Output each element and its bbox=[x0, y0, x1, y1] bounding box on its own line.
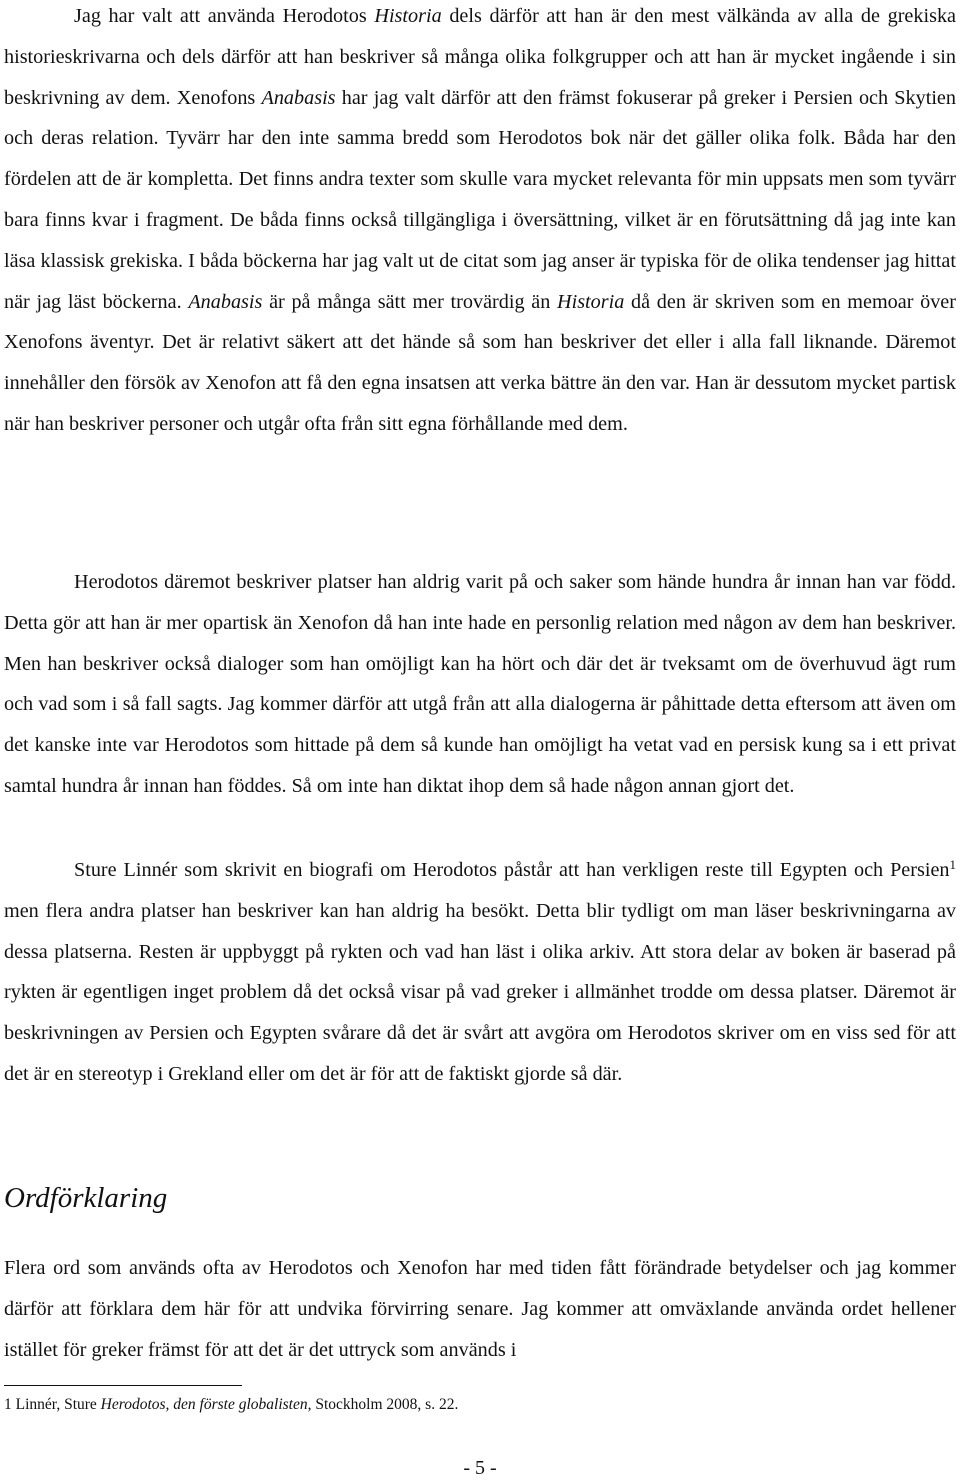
text-span: då den är skriven som en memoar över Xenofons äventyr. Det är relativt säkert att det hände så som han beskriver det eller i alla fall liknande. Däremot innehåller den försök av Xenofon att få den egna insatsen att verka bättre än den var. Han är dessutom mycket partisk när han beskriver personer och utgår ofta från sitt egna förhållande med dem. bbox=[4, 290, 956, 435]
footnote bbox=[4, 1394, 458, 1416]
text-span: Xenofons bbox=[170, 86, 262, 109]
paragraph-sources bbox=[4, 0, 956, 445]
book-title: Historia bbox=[557, 290, 625, 313]
footnote-title: Herodotos, den förste globalisten, bbox=[100, 1396, 312, 1413]
text-span: dels därför att han är den mest välkända av alla de grekiska historieskrivarna och dels därför att han beskriver så många olika folkgrupper och att han är mycket ingående i sin beskrivning av dem. bbox=[4, 5, 956, 109]
footnote-publication: Stockholm 2008, s. 22. bbox=[311, 1396, 459, 1413]
footnote-number: 1 bbox=[4, 1396, 12, 1413]
footnote-author: Linnér, Sture bbox=[11, 1396, 101, 1413]
paragraph-herodotos: Herodotos däremot beskriver platser han aldrig varit på och saker som hände hundra år innan han var född. Detta gör att han är mer opartisk än Xenofon då han inte hade en personlig relation med någon av dem han beskriver. Men han beskriver också dialoger som han omöjligt kan ha hört och där det är tveksamt om de överhuvud ägt rum och vad som i så fall sagts. Jag kommer därför att utgå från att alla dialogerna är påhittade detta eftersom att även om det kanske inte var Herodotos som hittade på dem så kunde han omöjligt ha vetat vad en persisk kung sa i ett privat samtal hundra år innan han föddes. Så om inte han diktat ihop dem så hade någon annan gjort det. bbox=[4, 571, 956, 797]
book-title: Anabasis bbox=[261, 86, 336, 109]
text-span: har jag valt därför att den främst fokuserar på greker i Persien och Skytien och deras relation. Tyvärr har den inte samma bredd som Herodotos bok när det gäller olika folk. Båda har den fördelen att de är kompletta. Det finns andra texter som skulle vara mycket relevanta för min uppsats men som tyvärr bara finns kvar i fragment. De båda finns också tillgängliga i översättning, vilket är en förutsättning då jag inte kan läsa klassisk grekiska. I båda böckerna har jag valt ut de citat som jag anser är typiska för de olika tendenser jag hittat när jag läst böckerna. bbox=[4, 86, 956, 313]
footnote-reference[interactable]: 1 bbox=[949, 857, 956, 872]
footnote-separator bbox=[4, 1385, 242, 1386]
text-span: men flera andra platser han beskriver kan han aldrig ha besökt. Detta blir tydligt om man läser beskrivningarna av dessa platserna. Resten är uppbyggt på rykten och vad han läst i olika arkiv. Att stora delar av boken är baserad på rykten är egentligen inget problem då det också visar på vad greker i allmänhet trodde om dessa platser. Däremot är beskrivningen av Persien och Egypten svårare då det är svårt att avgöra om Herodotos skriver om en viss sed för att det är en stereotyp i Grekland eller om det är för att de faktiskt gjorde så där. bbox=[4, 899, 956, 1085]
paragraph-linner bbox=[4, 850, 956, 1095]
paragraph-ordforklaring: Flera ord som används ofta av Herodotos och Xenofon har med tiden fått förändrade betydelser och jag kommer därför att förklara dem här för att undvika förvirring senare. Jag kommer att omväxlande använda ordet hellener istället för greker främst för att det är det uttryck som används i bbox=[4, 1257, 956, 1361]
book-title: Historia bbox=[374, 5, 442, 27]
text-span: Jag har valt att använda Herodotos bbox=[74, 5, 375, 27]
text-span: är på många sätt mer trovärdig än bbox=[262, 290, 558, 313]
book-title: Anabasis bbox=[188, 290, 263, 313]
text-span: Sture Linnér som skrivit en biografi om Herodotos påstår att han verkligen reste till Egypten och Persien bbox=[74, 859, 950, 881]
section-heading: Ordförklaring bbox=[4, 1182, 168, 1214]
page-number: - 5 - bbox=[463, 1457, 497, 1479]
